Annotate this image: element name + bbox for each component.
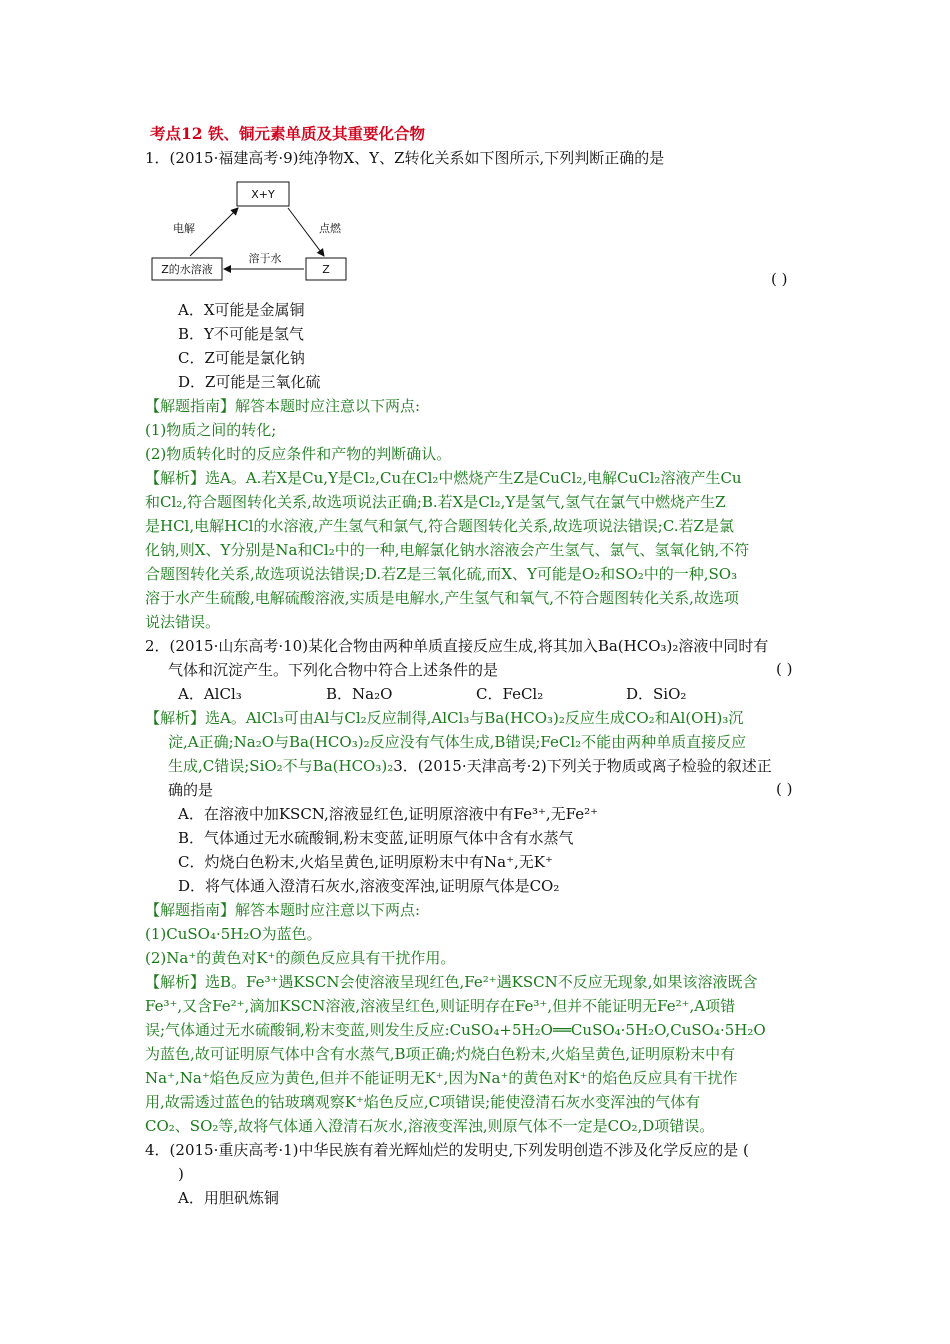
q2-analysis-line: 淀,A正确;Na₂O与Ba(HCO₃)₂反应没有气体生成,B错误;FeCl₂不能由两种单质直接反应 bbox=[168, 733, 747, 751]
q2-option-a: A．AlCl₃ bbox=[178, 685, 242, 703]
q2-answer-paren: ( ) bbox=[776, 660, 793, 678]
q2-option-b: B．Na₂O bbox=[326, 685, 393, 703]
q3-guide-heading: 【解题指南】解答本题时应注意以下两点: bbox=[145, 901, 421, 919]
q2-analysis-line: 生成,C错误;SiO₂不与Ba(HCO₃)₂ bbox=[168, 757, 394, 775]
q1-analysis-line: 是HCl,电解HCl的水溶液,产生氢气和氯气,符合题图转化关系,故选项说法错误;C.若Z是氯 bbox=[145, 517, 734, 535]
q3-guide-line: (1)CuSO₄·5H₂O为蓝色。 bbox=[145, 925, 322, 943]
q2-option-d: D．SiO₂ bbox=[626, 685, 687, 703]
q1-guide-heading: 【解题指南】解答本题时应注意以下两点: bbox=[145, 397, 421, 415]
q4-option-a: A．用胆矾炼铜 bbox=[178, 1189, 279, 1207]
q3-analysis-line: Na⁺,Na⁺焰色反应为黄色,但并不能证明无K⁺,因为Na⁺的黄色对K⁺的焰色反应具有干扰作 bbox=[145, 1069, 738, 1087]
diagram-label-dissolve: 溶于水 bbox=[248, 252, 282, 265]
q2-option-c: C．FeCl₂ bbox=[476, 685, 544, 703]
q3-analysis-line: 误;气体通过无水硫酸铜,粉末变蓝,则发生反应:CuSO₄+5H₂O══CuSO₄·5H₂O,CuSO₄·5H₂O bbox=[145, 1021, 766, 1039]
q1-analysis-line: 【解析】选A。A.若X是Cu,Y是Cl₂,Cu在Cl₂中燃烧产生Z是CuCl₂,电解CuCl₂溶液产生Cu bbox=[145, 469, 742, 487]
q2-stem-cont: 气体和沉淀产生。下列化合物中符合上述条件的是 bbox=[168, 661, 499, 679]
section-title: 考点12 铁、铜元素单质及其重要化合物 bbox=[150, 124, 425, 143]
q3-analysis-line: CO₂、SO₂等,故将气体通入澄清石灰水,溶液变浑浊,则原气体不一定是CO₂,D项错误。 bbox=[145, 1117, 715, 1135]
diagram-label-z: Z bbox=[322, 263, 330, 276]
q3-analysis-line: Fe³⁺,又含Fe²⁺,滴加KSCN溶液,溶液呈红色,则证明存在Fe³⁺,但并不能证明无Fe²⁺,A项错 bbox=[145, 997, 736, 1015]
q2-stem: 2．(2015·山东高考·10)某化合物由两种单质直接反应生成,将其加入Ba(HCO₃)₂溶液中同时有 bbox=[145, 637, 769, 655]
q1-option-a: A．X可能是金属铜 bbox=[178, 301, 305, 319]
q3-guide-line: (2)Na⁺的黄色对K⁺的颜色反应具有干扰作用。 bbox=[145, 949, 456, 967]
q3-stem-cont: 确的是 bbox=[168, 781, 214, 799]
q3-option-d: D．将气体通入澄清石灰水,溶液变浑浊,证明原气体是CO₂ bbox=[178, 877, 560, 895]
q1-guide-line: (1)物质之间的转化; bbox=[145, 421, 277, 439]
q1-stem: 1．(2015·福建高考·9)纯净物X、Y、Z转化关系如下图所示,下列判断正确的是 bbox=[145, 149, 665, 167]
q3-option-a: A．在溶液中加KSCN,溶液显红色,证明原溶液中有Fe³⁺,无Fe²⁺ bbox=[178, 805, 599, 823]
q3-option-b: B．气体通过无水硫酸铜,粉末变蓝,证明原气体中含有水蒸气 bbox=[178, 829, 574, 847]
diagram-label-xy: X+Y bbox=[251, 188, 275, 201]
q1-analysis-line: 说法错误。 bbox=[145, 613, 221, 631]
q1-analysis-line: 化钠,则X、Y分别是Na和Cl₂中的一种,电解氯化钠水溶液会产生氢气、氯气、氢氧化钠,不符 bbox=[145, 541, 750, 559]
q3-answer-paren: ( ) bbox=[776, 780, 793, 798]
q1-analysis-line: 和Cl₂,符合题图转化关系,故选项说法正确;B.若X是Cl₂,Y是氢气,氢气在氯气中燃烧产生Z bbox=[145, 493, 726, 511]
q1-answer-paren: ( ) bbox=[771, 270, 788, 288]
q4-stem: 4．(2015·重庆高考·1)中华民族有着光辉灿烂的发明史,下列发明创造不涉及化学反应的是 ( bbox=[145, 1141, 749, 1159]
q3-option-c: C．灼烧白色粉末,火焰呈黄色,证明原粉末中有Na⁺,无K⁺ bbox=[178, 853, 553, 871]
q3-analysis-line: 【解析】选B。Fe³⁺遇KSCN会使溶液呈现红色,Fe²⁺遇KSCN不反应无现象,如果该溶液既含 bbox=[145, 973, 758, 991]
diagram-label-z-solution: Z的水溶液 bbox=[161, 263, 213, 276]
q1-guide-line: (2)物质转化时的反应条件和产物的判断确认。 bbox=[145, 445, 452, 463]
diagram-label-electrolysis: 电解 bbox=[173, 222, 195, 235]
q1-analysis-line: 溶于水产生硫酸,电解硫酸溶液,实质是电解水,产生氢气和氧气,不符合题图转化关系,故选项 bbox=[145, 589, 739, 607]
q1-option-c: C．Z可能是氯化钠 bbox=[178, 349, 305, 367]
q2-q3-merged-line bbox=[168, 754, 772, 778]
q1-option-d: D．Z可能是三氧化硫 bbox=[178, 373, 321, 391]
q1-option-b: B．Y不可能是氢气 bbox=[178, 325, 304, 343]
arrow-electrolysis bbox=[190, 208, 238, 256]
q3-stem: 3．(2015·天津高考·2)下列关于物质或离子检验的叙述正 bbox=[393, 757, 772, 775]
q3-analysis-line: 用,故需透过蓝色的钴玻璃观察K⁺焰色反应,C项错误;能使澄清石灰水变浑浊的气体有 bbox=[145, 1093, 701, 1111]
q1-analysis-line: 合题图转化关系,故选项说法错误;D.若Z是三氧化硫,而X、Y可能是O₂和SO₂中的一种,SO₃ bbox=[145, 565, 738, 583]
q2-analysis-line: 【解析】选A。AlCl₃可由Al与Cl₂反应制得,AlCl₃与Ba(HCO₃)₂反应生成CO₂和Al(OH)₃沉 bbox=[145, 709, 744, 727]
q1-conversion-diagram bbox=[150, 176, 355, 286]
q4-stem-cont: ) bbox=[178, 1165, 184, 1183]
q3-analysis-line: 为蓝色,故可证明原气体中含有水蒸气,B项正确;灼烧白色粉末,火焰呈黄色,证明原粉末中有 bbox=[145, 1045, 736, 1063]
diagram-label-ignite: 点燃 bbox=[319, 222, 341, 235]
